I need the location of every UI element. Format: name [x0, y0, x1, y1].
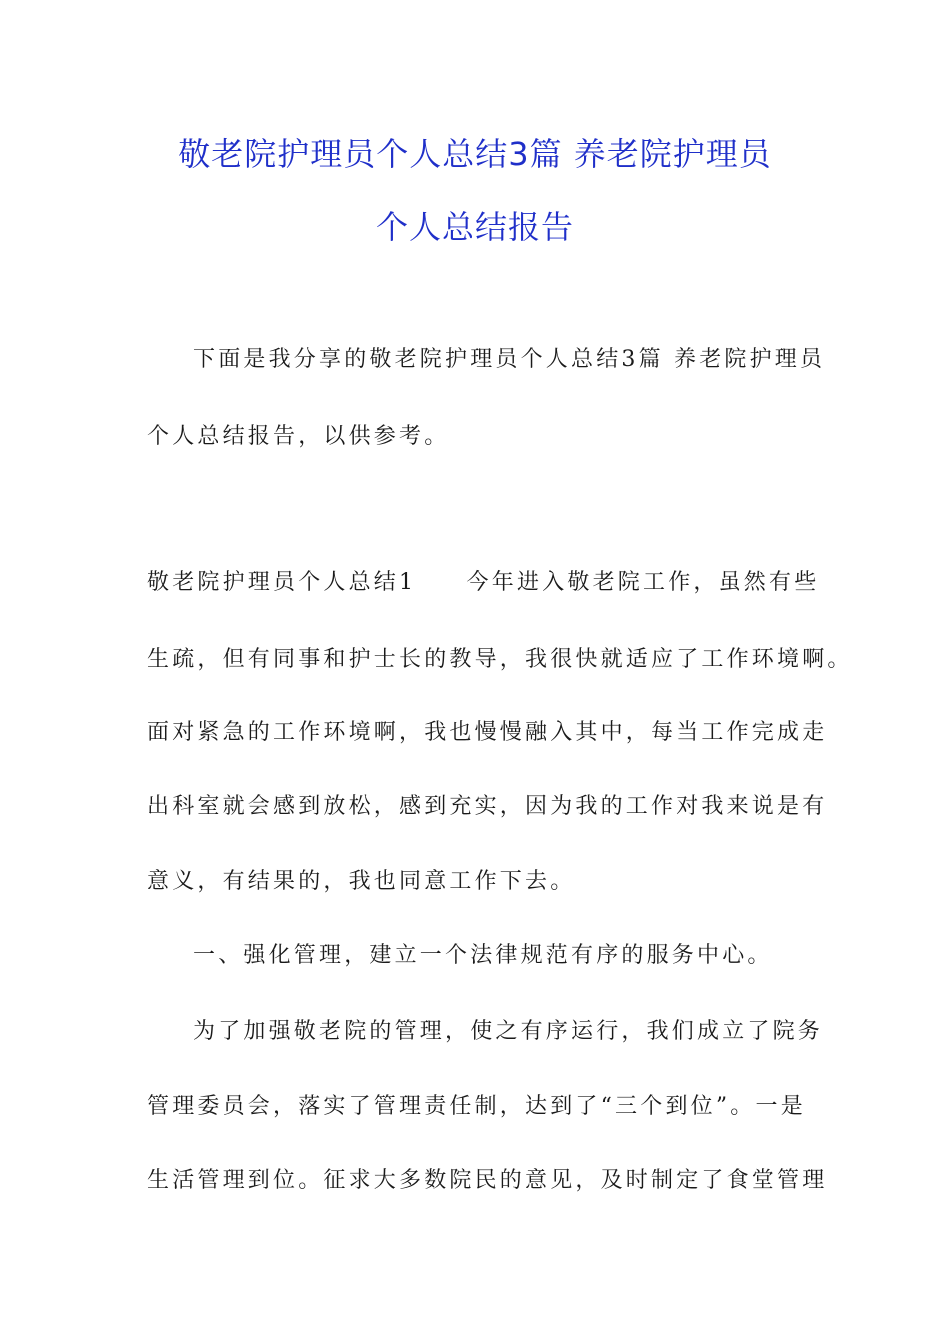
section1-line-2: 生疏，但有同事和护士长的教导，我很快就适应了工作环境啊。	[147, 647, 853, 672]
para2-line-2: 管理委员会，落实了管理责任制，达到了“三个到位”。一是	[147, 1094, 806, 1119]
para2-line-3: 生活管理到位。征求大多数院民的意见，及时制定了食堂管理	[147, 1168, 828, 1193]
intro-line-1: 下面是我分享的敬老院护理员个人总结3篇 养老院护理员	[193, 347, 826, 372]
document-title-line-2: 个人总结报告	[375, 208, 574, 246]
section1-line-3: 面对紧急的工作环境啊，我也慢慢融入其中，每当工作完成走	[147, 720, 828, 745]
section1-line-1: 敬老院护理员个人总结1 今年进入敬老院工作，虽然有些	[147, 570, 820, 595]
para2-line-1: 为了加强敬老院的管理，使之有序运行，我们成立了院务	[193, 1019, 824, 1044]
intro-line-2: 个人总结报告，以供参考。	[147, 424, 450, 449]
section-heading-1: 一、强化管理，建立一个法律规范有序的服务中心。	[193, 943, 773, 968]
section1-line-5: 意义，有结果的，我也同意工作下去。	[147, 869, 576, 894]
section1-line-4: 出科室就会感到放松，感到充实，因为我的工作对我来说是有	[147, 794, 828, 819]
document-title-line-1: 敬老院护理员个人总结3篇 养老院护理员	[178, 135, 772, 173]
